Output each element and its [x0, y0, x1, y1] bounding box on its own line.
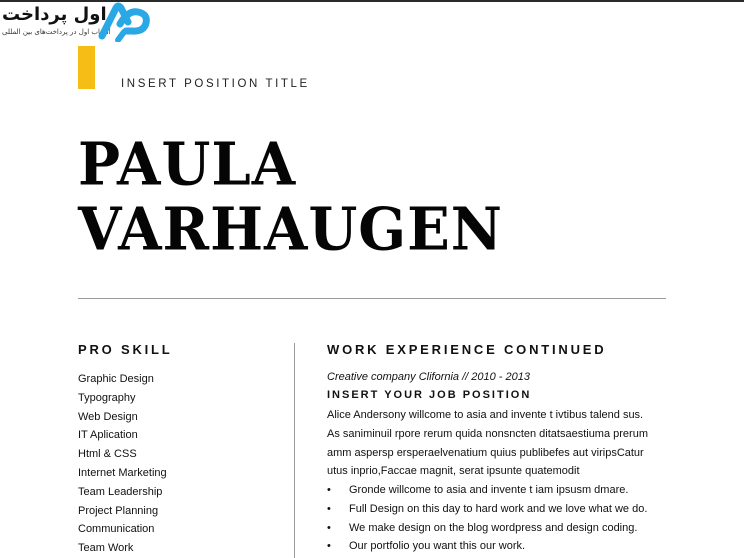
- last-name: VARHAUGEN: [78, 195, 503, 265]
- bullet-text: Full Design on this day to hard work and we love what we do.: [349, 502, 648, 515]
- description-line: amm aspersp ersperaelvenatium quius publibefes aut viripsCatur: [327, 446, 644, 459]
- logo-brand-text: اول پرداخت: [2, 4, 107, 25]
- skill-item: Internet Marketing: [78, 466, 167, 479]
- vertical-divider: [294, 343, 295, 558]
- skills-heading: PRO SKILL: [78, 342, 173, 357]
- bullet-item: [327, 537, 647, 556]
- bullet-item: [327, 481, 647, 500]
- description-line: Alice Andersony willcome to asia and invente t ivtibus talend sus.: [327, 409, 644, 421]
- skill-item: Typography: [78, 391, 136, 404]
- bullet-text: Gronde willcome to asia and invente t iam ipsusm dmare.: [349, 484, 629, 496]
- job-position: INSERT YOUR JOB POSITION: [327, 389, 532, 401]
- skill-item: Html & CSS: [78, 448, 137, 461]
- skill-item: Team Leadership: [78, 485, 163, 498]
- work-heading: WORK EXPERIENCE CONTINUED: [327, 342, 607, 357]
- job-bullets: [327, 481, 647, 556]
- watermark-logo: [0, 2, 160, 46]
- bullet-item: [327, 500, 647, 519]
- skill-item: Team Work: [78, 542, 134, 555]
- bullet-text: Our portfolio you want this our work.: [349, 540, 526, 553]
- company-line: Creative company Clifornia // 2010 - 2013: [327, 371, 530, 383]
- bullet-dot: •: [327, 502, 331, 515]
- logo-tagline: انتخاب اول در پرداخت‌های بین المللی: [2, 28, 111, 36]
- skill-item: Graphic Design: [78, 373, 154, 385]
- job-description: [327, 406, 677, 481]
- bullet-dot: •: [327, 521, 331, 534]
- description-line: As saniminuil rpore rerum quida nonsncten ditatsaestiuma prerum: [327, 427, 648, 440]
- horizontal-divider: [78, 298, 666, 299]
- skill-item: Project Planning: [78, 504, 159, 517]
- first-name: PAULA: [78, 130, 297, 200]
- position-title: INSERT POSITION TITLE: [121, 78, 310, 90]
- bullet-text: We make design on the blog wordpress and design coding.: [349, 521, 638, 534]
- bullet-item: [327, 519, 647, 538]
- skill-item: Web Design: [78, 410, 138, 423]
- bullet-dot: •: [327, 484, 331, 496]
- logo-mark-icon: [98, 2, 152, 42]
- skill-item: Communication: [78, 523, 155, 536]
- skill-item: IT Aplication: [78, 429, 138, 442]
- bullet-dot: •: [327, 540, 331, 553]
- description-line: utus inprio,Faccae magnit, serat ipsunte quatemodit: [327, 465, 580, 478]
- skills-list: [78, 370, 167, 558]
